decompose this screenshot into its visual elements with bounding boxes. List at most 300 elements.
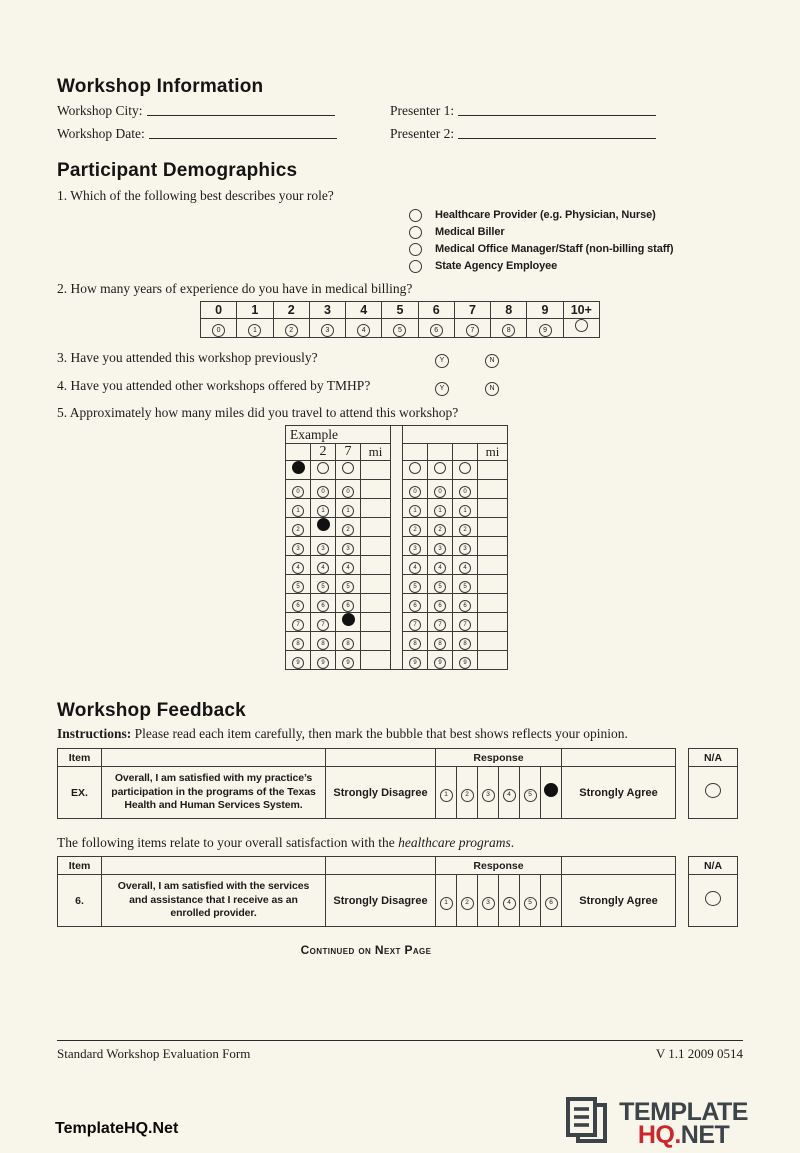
question-3: 3. Have you attended this workshop previously?: [57, 350, 318, 365]
grid-bubble[interactable]: 7: [317, 619, 329, 631]
grid-bubble[interactable]: [434, 462, 446, 474]
grid-cell: [453, 499, 478, 518]
response-header: Response: [436, 857, 562, 875]
question-4: 4. Have you attended other workshops offered by TMHP?: [57, 378, 371, 393]
grid-bubble[interactable]: 3: [434, 543, 446, 555]
grid-cell: [478, 632, 508, 651]
grid-cell: [311, 499, 336, 518]
grid-bubble[interactable]: 9: [292, 657, 304, 669]
grid-bubble[interactable]: 0: [292, 486, 304, 498]
grid-bubble[interactable]: 5: [292, 581, 304, 593]
grid-cell: [286, 461, 311, 480]
grid-cell: [428, 518, 453, 537]
grid-bubble[interactable]: 4: [409, 562, 421, 574]
grid-bubble[interactable]: 7: [292, 619, 304, 631]
experience-bubble-row: [201, 319, 600, 338]
statement-cell: Overall, I am satisfied with my practice’s participation in the programs of the Texas Health and Human Services System.: [102, 767, 326, 819]
experience-bubble[interactable]: 8: [502, 324, 515, 337]
experience-col-header: 6: [418, 302, 454, 319]
grid-bubble[interactable]: 2: [409, 524, 421, 536]
role-options: [409, 208, 743, 273]
grid-cell: [286, 537, 311, 556]
response-bubble[interactable]: 5: [524, 789, 537, 802]
item-header: Item: [58, 857, 102, 875]
grid-bubble[interactable]: 8: [292, 638, 304, 650]
grid-cell: [336, 480, 361, 499]
grid-cell: [311, 461, 336, 480]
radio-bubble[interactable]: [409, 209, 422, 222]
grid-bubble[interactable]: 4: [292, 562, 304, 574]
logo-text: [619, 1097, 748, 1149]
workshop-information-title: Workshop Information: [57, 76, 264, 97]
grid-bubble[interactable]: 9: [317, 657, 329, 669]
grid-cell: [428, 632, 453, 651]
grid-cell: [311, 556, 336, 575]
experience-bubble-cell: [237, 319, 273, 338]
grid-cell: [478, 613, 508, 632]
grid-bubble[interactable]: 9: [459, 657, 471, 669]
strongly-agree-label: Strongly Agree: [562, 875, 676, 927]
experience-col-header: 5: [382, 302, 418, 319]
grid-cell: [453, 632, 478, 651]
response-bubble[interactable]: 1: [440, 897, 453, 910]
grid-cell: [428, 444, 453, 461]
grid-bubble[interactable]: [409, 462, 421, 474]
grid-cell: [361, 575, 391, 594]
instructions: [57, 726, 743, 742]
na-table-6: [688, 856, 738, 927]
grid-cell: [336, 651, 361, 670]
grid-cell: [361, 480, 391, 499]
role-option[interactable]: [409, 242, 743, 256]
yes-bubble[interactable]: Y: [435, 382, 449, 396]
grid-bubble[interactable]: 3: [459, 543, 471, 555]
response-bubble-cell: [436, 767, 457, 819]
workshop-city-label: Workshop City:: [57, 103, 143, 118]
role-option[interactable]: [409, 208, 743, 222]
yes-bubble[interactable]: Y: [435, 354, 449, 368]
grid-cell: [428, 651, 453, 670]
grid-bubble[interactable]: 0: [342, 486, 354, 498]
no-bubble[interactable]: N: [485, 382, 499, 396]
grid-cell: [478, 480, 508, 499]
grid-bubble[interactable]: 6: [317, 600, 329, 612]
grid-cell: [453, 480, 478, 499]
grid-cell: [361, 499, 391, 518]
experience-bubble-cell: [201, 319, 237, 338]
grid-cell: [428, 461, 453, 480]
experience-bubble[interactable]: 6: [430, 324, 443, 337]
grid-bubble[interactable]: 2: [459, 524, 471, 536]
grid-cell: [361, 556, 391, 575]
grid-bubble[interactable]: 5: [317, 581, 329, 593]
grid-bubble[interactable]: 1: [342, 505, 354, 517]
role-option[interactable]: [409, 259, 743, 273]
grid-bubble[interactable]: 1: [434, 505, 446, 517]
grid-cell: [428, 480, 453, 499]
response-bubble-cell: [478, 767, 499, 819]
question-5: 5. Approximately how many miles did you travel to attend this workshop?: [57, 405, 459, 420]
grid-bubble[interactable]: 2: [292, 524, 304, 536]
feedback-header-row: [58, 857, 676, 875]
experience-bubble[interactable]: 0: [212, 324, 225, 337]
grid-bubble[interactable]: 9: [409, 657, 421, 669]
grid-cell: [336, 632, 361, 651]
mi-label: mi: [361, 444, 391, 461]
grid-bubble[interactable]: 5: [409, 581, 421, 593]
grid-cell: [403, 461, 428, 480]
grid-cell: [336, 556, 361, 575]
grid-cell: [336, 461, 361, 480]
experience-col-header: 7: [454, 302, 490, 319]
feedback-table-ex-wrap: [57, 748, 743, 819]
grid-cell: [428, 613, 453, 632]
logo-template-text: TEMPLATE: [619, 1097, 748, 1126]
na-header: N/A: [689, 749, 738, 767]
grid-bubble[interactable]: 0: [317, 486, 329, 498]
response-bubble[interactable]: 4: [503, 789, 516, 802]
experience-bubble-cell: [563, 319, 599, 338]
experience-col-header: 8: [491, 302, 527, 319]
grid-cell: [453, 556, 478, 575]
experience-bubble-cell: [454, 319, 490, 338]
strongly-agree-label: Strongly Agree: [562, 767, 676, 819]
presenter1-label: Presenter 1:: [390, 103, 455, 118]
experience-col-header: 4: [346, 302, 382, 319]
presenter2-label: Presenter 2:: [390, 126, 455, 141]
grid-cell: [286, 575, 311, 594]
grid-bubble[interactable]: 1: [317, 505, 329, 517]
response-bubble-cell: [457, 875, 478, 927]
grid-cell: [336, 499, 361, 518]
grid-cell: [336, 594, 361, 613]
experience-bubble[interactable]: 9: [539, 324, 552, 337]
workshop-feedback-title: Workshop Feedback: [57, 700, 246, 721]
grid-cell: [453, 594, 478, 613]
grid-cell: [453, 575, 478, 594]
grid-bubble[interactable]: 2: [342, 524, 354, 536]
grid-cell: [361, 537, 391, 556]
presenter2-field[interactable]: [458, 126, 656, 139]
grid-cell: [403, 499, 428, 518]
na-table-ex: [688, 748, 738, 819]
response-bubble-cell: [478, 875, 499, 927]
na-cell: [689, 875, 738, 927]
grid-bubble[interactable]: 1: [409, 505, 421, 517]
grid-cell: [428, 594, 453, 613]
grid-cell: [428, 499, 453, 518]
question-1: 1. Which of the following best describes your role?: [57, 188, 334, 203]
experience-bubble-cell: [309, 319, 345, 338]
grid-bubble[interactable]: 8: [342, 638, 354, 650]
site-name: TemplateHQ.Net: [55, 1120, 179, 1137]
na-cell: [689, 767, 738, 819]
grid-cell: [403, 444, 428, 461]
participant-demographics-title: Participant Demographics: [57, 160, 298, 181]
grid-bubble[interactable]: 5: [434, 581, 446, 593]
grid-bubble[interactable]: 3: [342, 543, 354, 555]
grid-cell: [478, 556, 508, 575]
left-anchor-header: [326, 749, 436, 767]
feedback-header-row: [58, 749, 676, 767]
grid-cell: [336, 613, 361, 632]
grid-cell: [286, 518, 311, 537]
grid-bubble[interactable]: 0: [409, 486, 421, 498]
grid-bubble[interactable]: 6: [409, 600, 421, 612]
presenter1-field[interactable]: [458, 103, 656, 116]
radio-bubble[interactable]: [409, 260, 422, 273]
grid-bubble[interactable]: 2: [434, 524, 446, 536]
instructions-text: Please read each item carefully, then mark the bubble that best shows reflects your opinion.: [131, 726, 628, 741]
grid-right-header: [403, 426, 508, 444]
right-anchor-header: [562, 857, 676, 875]
grid-bubble[interactable]: 4: [342, 562, 354, 574]
grid-bubble[interactable]: [317, 462, 329, 474]
experience-bubble-cell: [527, 319, 563, 338]
grid-cell: [311, 613, 336, 632]
response-bubble[interactable]: 6: [545, 897, 558, 910]
grid-cell: [478, 461, 508, 480]
grid-cell: [478, 575, 508, 594]
pages-icon: [561, 1094, 613, 1153]
grid-bubble[interactable]: 7: [459, 619, 471, 631]
radio-bubble[interactable]: [409, 226, 422, 239]
grid-cell: [286, 444, 311, 461]
feedback-table-6: [57, 856, 676, 927]
grid-cell: [311, 594, 336, 613]
grid-bubble[interactable]: 3: [292, 543, 304, 555]
role-option-label: Medical Biller: [435, 226, 505, 238]
grid-cell: [403, 594, 428, 613]
response-bubble-cell: [499, 875, 520, 927]
experience-bubble[interactable]: 5: [393, 324, 406, 337]
grid-cell: [361, 461, 391, 480]
grid-cell: [286, 594, 311, 613]
experience-bubble-cell: [418, 319, 454, 338]
grid-cell: [453, 518, 478, 537]
na-header: N/A: [689, 857, 738, 875]
grid-bubble[interactable]: 3: [409, 543, 421, 555]
grid-cell: [311, 632, 336, 651]
response-bubble-cell: [520, 875, 541, 927]
grid-bubble[interactable]: [459, 462, 471, 474]
item-header: Item: [58, 749, 102, 767]
grid-bubble[interactable]: 6: [434, 600, 446, 612]
field-row: [57, 126, 743, 142]
response-bubble[interactable]: 1: [440, 789, 453, 802]
strongly-disagree-label: Strongly Disagree: [326, 767, 436, 819]
radio-bubble[interactable]: [409, 243, 422, 256]
left-anchor-header: [326, 857, 436, 875]
response-bubble-cell: [436, 875, 457, 927]
response-header: Response: [436, 749, 562, 767]
grid-bubble[interactable]: 8: [409, 638, 421, 650]
no-bubble[interactable]: N: [485, 354, 499, 368]
grid-cell: [286, 556, 311, 575]
experience-bubble-cell: [273, 319, 309, 338]
field-row: [57, 103, 743, 119]
example-label: Example: [286, 426, 391, 444]
grid-bubble[interactable]: 0: [459, 486, 471, 498]
experience-col-header: 0: [201, 302, 237, 319]
grid-bubble[interactable]: 6: [342, 600, 354, 612]
grid-bubble[interactable]: [342, 462, 354, 474]
grid-cell: [478, 537, 508, 556]
grid-bubble[interactable]: [317, 518, 330, 531]
grid-cell: [336, 537, 361, 556]
experience-bubble-cell: [346, 319, 382, 338]
experience-bubble[interactable]: 2: [285, 324, 298, 337]
feedback-table-ex: [57, 748, 676, 819]
footer-version: V 1.1 2009 0514: [655, 1046, 743, 1061]
response-bubble-cell: [541, 767, 562, 819]
grid-cell: [453, 651, 478, 670]
experience-col-header: 9: [527, 302, 563, 319]
grid-bubble[interactable]: 8: [459, 638, 471, 650]
feedback-row-6: [58, 875, 676, 927]
experience-col-header: 10+: [563, 302, 599, 319]
grid-bubble[interactable]: 1: [459, 505, 471, 517]
role-option[interactable]: [409, 225, 743, 239]
grid-cell: [311, 537, 336, 556]
grid-bubble[interactable]: [292, 461, 305, 474]
miles-grid: [285, 425, 508, 670]
experience-bubble-cell: [491, 319, 527, 338]
grid-bubble[interactable]: 9: [342, 657, 354, 669]
grid-cell: [428, 575, 453, 594]
grid-cell: [453, 537, 478, 556]
experience-bubble[interactable]: 4: [357, 324, 370, 337]
experience-bubble[interactable]: 7: [466, 324, 479, 337]
experience-table: [200, 301, 600, 338]
grid-bubble[interactable]: [342, 613, 355, 626]
question-3-row: [57, 349, 743, 366]
grid-bubble[interactable]: 9: [434, 657, 446, 669]
grid-cell: [336, 575, 361, 594]
grid-cell: [403, 480, 428, 499]
experience-bubble[interactable]: [575, 319, 588, 332]
response-bubble[interactable]: 2: [461, 789, 474, 802]
na-bubble[interactable]: [705, 891, 721, 906]
response-bubble[interactable]: 3: [482, 897, 495, 910]
response-bubble[interactable]: 3: [482, 789, 495, 802]
grid-bubble[interactable]: 3: [317, 543, 329, 555]
experience-bubble[interactable]: 1: [248, 324, 261, 337]
grid-bubble[interactable]: 4: [317, 562, 329, 574]
grid-bubble[interactable]: 5: [342, 581, 354, 593]
response-bubble-cell: [499, 767, 520, 819]
response-bubble-cell: [520, 767, 541, 819]
grid-bubble[interactable]: 4: [459, 562, 471, 574]
grid-cell: [311, 575, 336, 594]
continued-on-next-page: Continued on Next Page: [300, 943, 432, 957]
role-option-label: Healthcare Provider (e.g. Physician, Nurse): [435, 209, 656, 221]
grid-cell: [286, 651, 311, 670]
response-bubble[interactable]: 5: [524, 897, 537, 910]
experience-bubble-cell: [382, 319, 418, 338]
grid-bubble[interactable]: 0: [434, 486, 446, 498]
grid-bubble[interactable]: 6: [292, 600, 304, 612]
grid-spacer: [391, 426, 403, 670]
grid-cell: [403, 613, 428, 632]
grid-cell: [428, 556, 453, 575]
experience-col-header: 1: [237, 302, 273, 319]
grid-bubble[interactable]: 1: [292, 505, 304, 517]
grid-cell: [361, 518, 391, 537]
grid-bubble[interactable]: 7: [409, 619, 421, 631]
grid-cell: [286, 632, 311, 651]
healthcare-programs-italic: healthcare programs: [398, 835, 511, 850]
grid-cell: [361, 632, 391, 651]
response-bubble[interactable]: 2: [461, 897, 474, 910]
grid-cell: [361, 613, 391, 632]
experience-col-header: 3: [309, 302, 345, 319]
grid-cell: [403, 632, 428, 651]
na-bubble[interactable]: [705, 783, 721, 798]
instructions-label: Instructions:: [57, 726, 132, 741]
item-cell: 6.: [58, 875, 102, 927]
experience-header-row: [201, 302, 600, 319]
grid-cell: [336, 518, 361, 537]
grid-cell: [453, 444, 478, 461]
grid-cell: [453, 461, 478, 480]
workshop-city-field[interactable]: [147, 103, 335, 116]
role-option-label: State Agency Employee: [435, 260, 558, 272]
grid-cell: [478, 518, 508, 537]
workshop-date-field[interactable]: [149, 126, 337, 139]
grid-cell: [478, 651, 508, 670]
grid-cell: [403, 556, 428, 575]
grid-cell: [478, 499, 508, 518]
right-anchor-header: [562, 749, 676, 767]
question-2: 2. How many years of experience do you have in medical billing?: [57, 281, 413, 296]
response-bubble[interactable]: 4: [503, 897, 516, 910]
grid-bubble[interactable]: 6: [459, 600, 471, 612]
strongly-disagree-label: Strongly Disagree: [326, 875, 436, 927]
grid-cell: [403, 537, 428, 556]
grid-cell: [403, 575, 428, 594]
question-4-row: [57, 377, 743, 394]
grid-cell: [361, 594, 391, 613]
grid-cell: [286, 499, 311, 518]
grid-bubble[interactable]: 7: [434, 619, 446, 631]
experience-bubble[interactable]: 3: [321, 324, 334, 337]
feedback-table-6-wrap: [57, 856, 743, 927]
response-bubble-cell: [541, 875, 562, 927]
grid-cell: [428, 537, 453, 556]
grid-bubble[interactable]: 8: [317, 638, 329, 650]
example-ones-header: 7: [336, 444, 361, 461]
statement-cell: Overall, I am satisfied with the services and assistance that I receive as an enrolled provider.: [102, 875, 326, 927]
mi-label: mi: [478, 444, 508, 461]
item-cell: EX.: [58, 767, 102, 819]
grid-cell: [403, 518, 428, 537]
response-bubble[interactable]: [544, 783, 558, 797]
example-tens-header: 2: [311, 444, 336, 461]
grid-cell: [311, 518, 336, 537]
grid-cell: [286, 613, 311, 632]
grid-bubble[interactable]: 8: [434, 638, 446, 650]
grid-cell: [311, 480, 336, 499]
grid-bubble[interactable]: 4: [434, 562, 446, 574]
statement-header: [102, 857, 326, 875]
logo-hqnet-text: HQ.NET: [637, 1120, 730, 1149]
grid-cell: [478, 594, 508, 613]
experience-col-header: 2: [273, 302, 309, 319]
grid-bubble[interactable]: 5: [459, 581, 471, 593]
between-text: The following items relate to your overall satisfaction with the healthcare programs.: [57, 835, 515, 850]
grid-cell: [286, 480, 311, 499]
